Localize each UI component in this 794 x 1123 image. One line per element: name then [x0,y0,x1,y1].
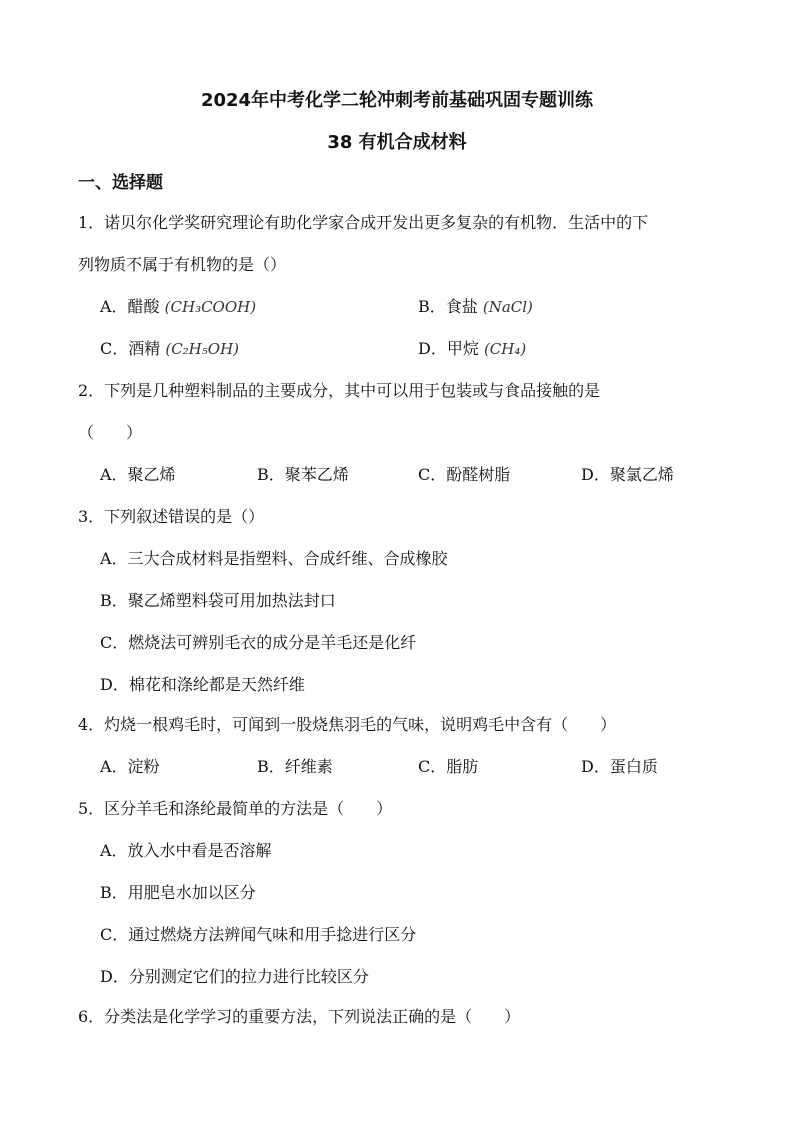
question-4-stem: 4．灼烧一根鸡毛时，可闻到一股烧焦羽毛的气味，说明鸡毛中含有（ ） [78,715,617,734]
question-4-option-a: A．淀粉 [100,757,160,776]
question-5-option-b: B．用肥皂水加以区分 [100,883,256,902]
question-1-stem-line2: 列物质不属于有机物的是（） [78,255,287,274]
question-1-option-c [100,336,239,359]
question-3-stem: 3．下列叙述错误的是（） [78,507,265,526]
question-2-stem-line1: 2．下列是几种塑料制品的主要成分，其中可以用于包装或与食品接触的是 [78,381,601,400]
question-1-stem-line1: 1．诺贝尔化学奖研究理论有助化学家合成开发出更多复杂的有机物．生活中的下 [78,213,649,232]
question-2-option-a: A．聚乙烯 [100,465,176,484]
question-4-option-c: C．脂肪 [418,757,479,776]
question-5-option-a: A．放入水中看是否溶解 [100,841,272,860]
question-3-option-d: D．棉花和涤纶都是天然纤维 [100,675,305,694]
question-3-option-b: B．聚乙烯塑料袋可用加热法封口 [100,591,336,610]
question-2-option-b: B．聚苯乙烯 [257,465,349,484]
option-b-formula: (NaCl) [482,298,533,316]
question-5-option-d: D．分别测定它们的拉力进行比较区分 [100,967,369,986]
question-3-option-a: A．三大合成材料是指塑料、合成纤维、合成橡胶 [100,549,448,568]
option-a-label: A．醋酸 [100,297,160,316]
question-5-option-c: C．通过燃烧方法辨闻气味和用手捻进行区分 [100,925,417,944]
option-d-label: D．甲烷 [418,339,479,358]
option-a-formula: (CH₃COOH) [164,298,257,316]
question-4-option-b: B．纤维素 [257,757,333,776]
question-6-stem: 6．分类法是化学学习的重要方法，下列说法正确的是（ ） [78,1007,521,1026]
question-5-stem: 5．区分羊毛和涤纶最简单的方法是（ ） [78,799,393,818]
option-b-label: B．食盐 [418,297,478,316]
option-c-label: C．酒精 [100,339,161,358]
question-2-stem-line2: （ ） [78,423,143,442]
question-3-option-c: C．燃烧法可辨别毛衣的成分是羊毛还是化纤 [100,633,417,652]
question-1-option-a [100,294,256,317]
option-d-formula: (CH₄) [483,340,527,358]
question-1-option-d [418,336,526,359]
question-2-option-c: C．酚醛树脂 [418,465,511,484]
section-heading: 一、选择题 [78,173,163,193]
question-2-option-d: D．聚氯乙烯 [581,465,674,484]
option-c-formula: (C₂H₅OH) [165,340,240,358]
page-subtitle: 38 有机合成材料 [327,132,467,153]
page-title: 2024年中考化学二轮冲刺考前基础巩固专题训练 [200,90,594,111]
question-1-option-b [418,294,533,317]
question-4-option-d: D．蛋白质 [581,757,658,776]
